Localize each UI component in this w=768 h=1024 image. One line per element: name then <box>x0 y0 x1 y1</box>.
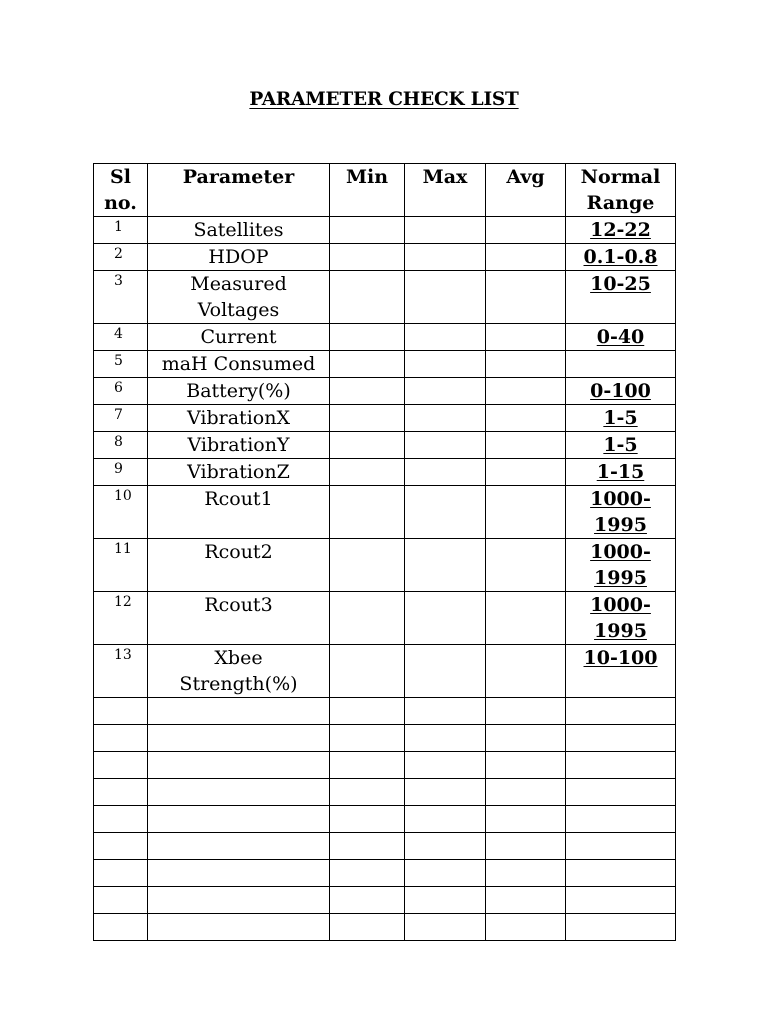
row-parameter-line1: HDOP <box>208 246 269 268</box>
table-row <box>94 486 676 539</box>
blank-cell[interactable] <box>148 914 330 941</box>
row-parameter <box>148 645 330 698</box>
blank-cell[interactable] <box>566 779 676 806</box>
row-range-line2: 1995 <box>594 567 647 589</box>
blank-cell[interactable] <box>330 806 405 833</box>
table-row <box>94 324 676 351</box>
blank-cell[interactable] <box>330 779 405 806</box>
table-row-blank <box>94 779 676 806</box>
row-min-cell[interactable] <box>330 351 405 378</box>
blank-cell[interactable] <box>486 914 566 941</box>
blank-cell[interactable] <box>486 887 566 914</box>
table-row-blank <box>94 698 676 725</box>
header-sl-no <box>94 164 148 217</box>
row-parameter-line1: Satellites <box>193 219 284 241</box>
row-sl-number: 11 <box>94 539 148 592</box>
blank-cell[interactable] <box>94 914 148 941</box>
blank-cell[interactable] <box>148 698 330 725</box>
blank-cell[interactable] <box>486 725 566 752</box>
row-avg-cell[interactable] <box>486 539 566 592</box>
row-normal-range <box>566 486 676 539</box>
row-parameter <box>148 271 330 324</box>
table-row-blank <box>94 914 676 941</box>
row-parameter-line1: Measured <box>190 273 287 295</box>
blank-cell[interactable] <box>330 860 405 887</box>
table-row-blank <box>94 725 676 752</box>
row-avg-cell[interactable] <box>486 271 566 324</box>
row-avg-cell[interactable] <box>486 324 566 351</box>
row-avg-cell[interactable] <box>486 459 566 486</box>
row-normal-range <box>566 271 676 324</box>
row-parameter <box>148 539 330 592</box>
blank-cell[interactable] <box>148 752 330 779</box>
row-max-cell[interactable] <box>405 432 486 459</box>
table-row-blank <box>94 887 676 914</box>
row-parameter <box>148 486 330 539</box>
table-row <box>94 645 676 698</box>
header-sl-line1: Sl <box>110 166 131 188</box>
blank-cell[interactable] <box>330 698 405 725</box>
blank-cell[interactable] <box>405 887 486 914</box>
blank-cell[interactable] <box>405 914 486 941</box>
blank-cell[interactable] <box>486 779 566 806</box>
blank-cell[interactable] <box>405 806 486 833</box>
row-sl-number: 1 <box>94 217 148 244</box>
blank-cell[interactable] <box>148 833 330 860</box>
row-sl-number: 6 <box>94 378 148 405</box>
blank-cell[interactable] <box>330 725 405 752</box>
row-sl-number: 5 <box>94 351 148 378</box>
row-range-line1: 1000- <box>590 594 651 616</box>
blank-cell[interactable] <box>405 779 486 806</box>
row-parameter-line1: VibrationZ <box>187 461 290 483</box>
blank-cell[interactable] <box>566 698 676 725</box>
row-range-line1: 0-40 <box>596 326 645 348</box>
row-parameter-line2: Strength(%) <box>179 673 298 695</box>
blank-cell[interactable] <box>94 806 148 833</box>
table-row <box>94 592 676 645</box>
row-parameter <box>148 378 330 405</box>
row-sl-number: 10 <box>94 486 148 539</box>
blank-cell[interactable] <box>148 860 330 887</box>
row-avg-cell[interactable] <box>486 244 566 271</box>
row-avg-cell[interactable] <box>486 405 566 432</box>
row-parameter-line1: Xbee <box>214 647 263 669</box>
row-sl-number: 4 <box>94 324 148 351</box>
row-sl-number: 12 <box>94 592 148 645</box>
row-avg-cell[interactable] <box>486 351 566 378</box>
row-parameter <box>148 432 330 459</box>
row-min-cell[interactable] <box>330 486 405 539</box>
header-normal-range <box>566 164 676 217</box>
row-range-line1: 1-15 <box>596 461 645 483</box>
page-title: PARAMETER CHECK LIST <box>249 89 519 110</box>
row-min-cell[interactable] <box>330 378 405 405</box>
blank-cell[interactable] <box>148 806 330 833</box>
header-min: Min <box>330 164 405 217</box>
table-row-blank <box>94 806 676 833</box>
blank-cell[interactable] <box>486 698 566 725</box>
row-avg-cell[interactable] <box>486 432 566 459</box>
blank-cell[interactable] <box>486 752 566 779</box>
header-parameter: Parameter <box>148 164 330 217</box>
row-min-cell[interactable] <box>330 432 405 459</box>
row-max-cell[interactable] <box>405 244 486 271</box>
row-min-cell[interactable] <box>330 459 405 486</box>
table-row <box>94 351 676 378</box>
blank-cell[interactable] <box>566 725 676 752</box>
row-avg-cell[interactable] <box>486 486 566 539</box>
blank-cell[interactable] <box>330 752 405 779</box>
table-row <box>94 405 676 432</box>
blank-cell[interactable] <box>330 914 405 941</box>
row-range-line1: 1-5 <box>603 407 638 429</box>
row-avg-cell[interactable] <box>486 645 566 698</box>
blank-cell[interactable] <box>330 887 405 914</box>
row-min-cell[interactable] <box>330 217 405 244</box>
row-range-line1: 1000- <box>590 541 651 563</box>
table-row <box>94 539 676 592</box>
blank-cell[interactable] <box>94 725 148 752</box>
row-parameter-line1: VibrationX <box>187 407 290 429</box>
blank-cell[interactable] <box>405 833 486 860</box>
blank-cell[interactable] <box>405 698 486 725</box>
row-range-line1: 10-100 <box>583 647 658 669</box>
blank-cell[interactable] <box>566 887 676 914</box>
header-range-line2: Range <box>586 192 655 214</box>
blank-cell[interactable] <box>94 752 148 779</box>
row-min-cell[interactable] <box>330 271 405 324</box>
row-max-cell[interactable] <box>405 645 486 698</box>
blank-cell[interactable] <box>330 833 405 860</box>
header-range-line1: Normal <box>580 166 661 188</box>
blank-cell[interactable] <box>148 779 330 806</box>
table-row-blank <box>94 860 676 887</box>
row-parameter-line1: Battery(%) <box>186 380 291 402</box>
blank-cell[interactable] <box>486 806 566 833</box>
row-normal-range <box>566 592 676 645</box>
row-parameter-line1: Rcout1 <box>204 488 273 510</box>
row-normal-range <box>566 539 676 592</box>
row-normal-range <box>566 244 676 271</box>
row-avg-cell[interactable] <box>486 592 566 645</box>
table-row-blank <box>94 752 676 779</box>
blank-cell[interactable] <box>566 914 676 941</box>
blank-cell[interactable] <box>486 833 566 860</box>
row-range-line2: 1995 <box>594 620 647 642</box>
row-max-cell[interactable] <box>405 351 486 378</box>
row-max-cell[interactable] <box>405 592 486 645</box>
table-row <box>94 432 676 459</box>
blank-cell[interactable] <box>566 833 676 860</box>
blank-cell[interactable] <box>405 860 486 887</box>
row-range-line1: 1-5 <box>603 434 638 456</box>
header-max: Max <box>405 164 486 217</box>
blank-cell[interactable] <box>94 860 148 887</box>
blank-cell[interactable] <box>94 698 148 725</box>
row-parameter-line1: Current <box>200 326 277 348</box>
table-header-row <box>94 164 676 217</box>
row-max-cell[interactable] <box>405 405 486 432</box>
row-min-cell[interactable] <box>330 592 405 645</box>
row-min-cell[interactable] <box>330 645 405 698</box>
row-min-cell[interactable] <box>330 324 405 351</box>
row-range-line1: 12-22 <box>590 219 651 241</box>
header-avg: Avg <box>486 164 566 217</box>
blank-cell[interactable] <box>148 887 330 914</box>
row-max-cell[interactable] <box>405 539 486 592</box>
row-parameter <box>148 244 330 271</box>
parameter-table <box>93 163 676 941</box>
row-sl-number: 3 <box>94 271 148 324</box>
header-sl-line2: no. <box>104 192 137 214</box>
table-row <box>94 459 676 486</box>
table-row <box>94 244 676 271</box>
row-parameter-line1: VibrationY <box>187 434 290 456</box>
row-parameter <box>148 592 330 645</box>
row-range-line2: 1995 <box>594 514 647 536</box>
row-parameter <box>148 459 330 486</box>
row-normal-range <box>566 459 676 486</box>
row-parameter <box>148 324 330 351</box>
table-row-blank <box>94 833 676 860</box>
row-normal-range <box>566 217 676 244</box>
row-max-cell[interactable] <box>405 324 486 351</box>
blank-cell[interactable] <box>486 860 566 887</box>
row-sl-number: 7 <box>94 405 148 432</box>
row-avg-cell[interactable] <box>486 378 566 405</box>
row-normal-range <box>566 645 676 698</box>
row-normal-range <box>566 432 676 459</box>
row-min-cell[interactable] <box>330 405 405 432</box>
blank-cell[interactable] <box>148 725 330 752</box>
row-min-cell[interactable] <box>330 539 405 592</box>
row-sl-number: 13 <box>94 645 148 698</box>
row-parameter-line1: Rcout2 <box>204 541 273 563</box>
row-range-line1: 0.1-0.8 <box>583 246 658 268</box>
row-max-cell[interactable] <box>405 271 486 324</box>
row-max-cell[interactable] <box>405 378 486 405</box>
row-avg-cell[interactable] <box>486 217 566 244</box>
blank-cell[interactable] <box>405 752 486 779</box>
row-parameter <box>148 217 330 244</box>
blank-cell[interactable] <box>405 725 486 752</box>
table-row <box>94 271 676 324</box>
row-parameter-line2: Voltages <box>197 299 280 321</box>
row-sl-number: 2 <box>94 244 148 271</box>
row-normal-range <box>566 405 676 432</box>
row-max-cell[interactable] <box>405 486 486 539</box>
blank-cell[interactable] <box>566 806 676 833</box>
row-range-line1: 10-25 <box>590 273 651 295</box>
row-normal-range <box>566 351 676 378</box>
row-normal-range <box>566 378 676 405</box>
blank-cell[interactable] <box>94 779 148 806</box>
row-parameter-line1: maH Consumed <box>161 353 316 375</box>
row-max-cell[interactable] <box>405 459 486 486</box>
row-max-cell[interactable] <box>405 217 486 244</box>
blank-cell[interactable] <box>94 833 148 860</box>
row-parameter <box>148 351 330 378</box>
row-normal-range <box>566 324 676 351</box>
table-row <box>94 378 676 405</box>
row-parameter-line1: Rcout3 <box>204 594 273 616</box>
row-min-cell[interactable] <box>330 244 405 271</box>
blank-cell[interactable] <box>566 860 676 887</box>
table-row <box>94 217 676 244</box>
blank-cell[interactable] <box>94 887 148 914</box>
row-range-line1: 0-100 <box>590 380 651 402</box>
row-sl-number: 9 <box>94 459 148 486</box>
row-range-line1: 1000- <box>590 488 651 510</box>
row-parameter <box>148 405 330 432</box>
blank-cell[interactable] <box>566 752 676 779</box>
row-sl-number: 8 <box>94 432 148 459</box>
